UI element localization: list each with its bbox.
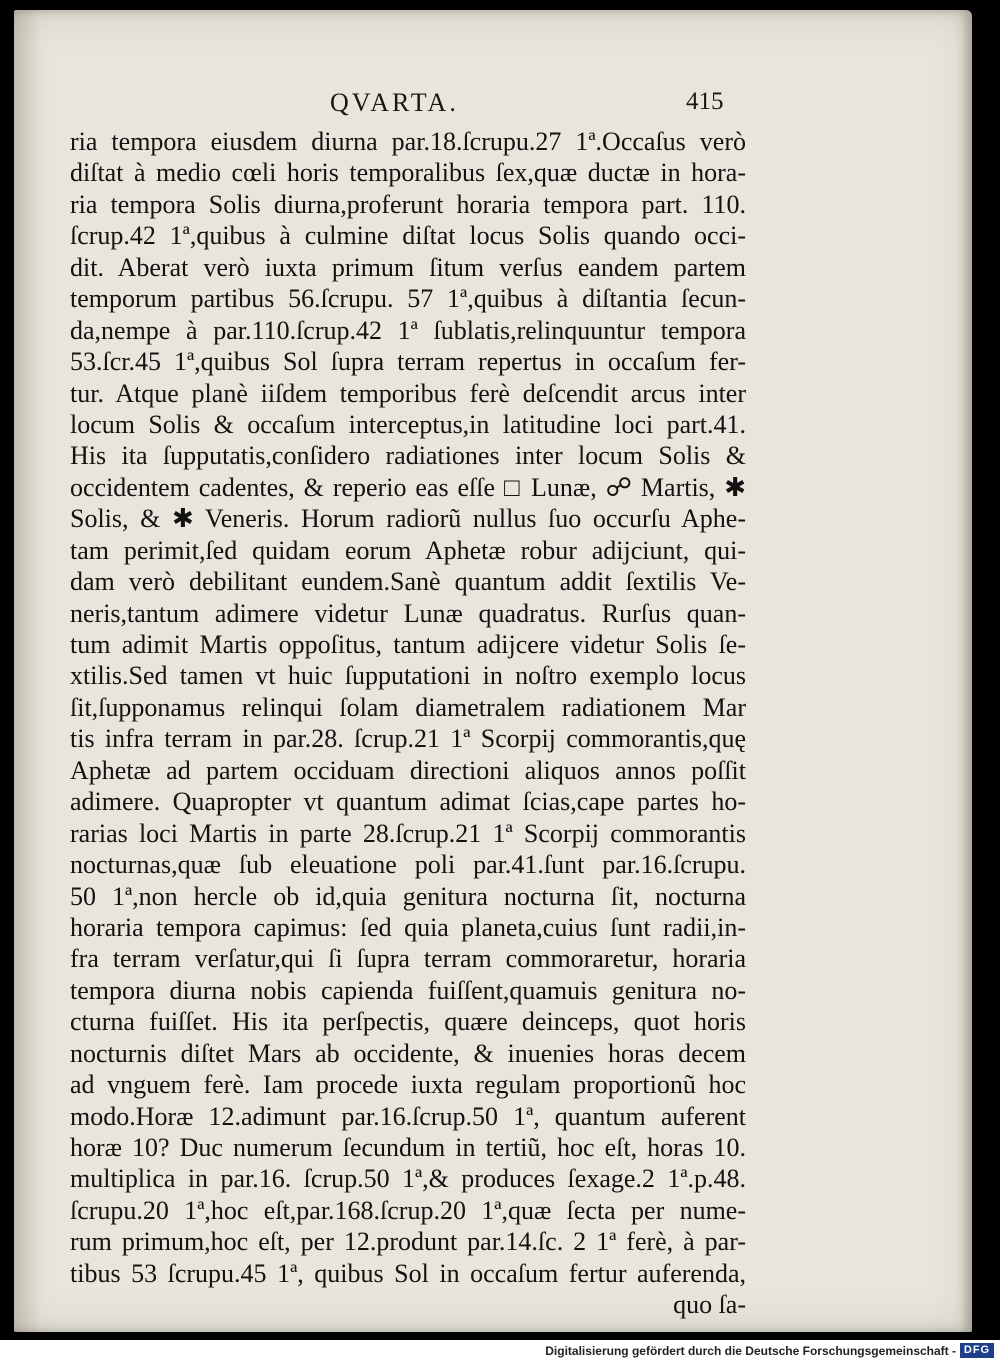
text-line: His ita ſupputatis,conſidero radiationes inter locum Solis & xyxy=(70,441,746,471)
text-line: tempora diurna nobis capienda fuiſſent,quamuis genitura no- xyxy=(70,975,746,1005)
text-line: ſcrupu.20 1ª,hoc eſt,par.168.ſcrup.20 1ª,quæ ſecta per nume- xyxy=(70,1195,746,1225)
text-line: Solis, & ✱ Veneris. Horum radiorũ nullus ſuo occurſu Aphe- xyxy=(70,504,746,534)
text-line: adimere. Quapropter vt quantum adimat ſcias,cape partes ho- xyxy=(70,787,746,817)
text-line: horaria tempora capimus: ſed quia planeta,cuius ſunt radii,in- xyxy=(70,912,746,942)
text-line: locum Solis & occaſum interceptus,in latitudine loci part.41. xyxy=(70,409,746,439)
text-line: tam perimit,ſed quidam eorum Aphetæ robur adijciunt, qui- xyxy=(70,535,746,565)
text-line: multiplica in par.16. ſcrup.50 1ª,& produces ſexage.2 1ª.p.48. xyxy=(70,1164,746,1194)
footer-strip xyxy=(0,1340,1000,1362)
catchword: quo ſa- xyxy=(673,1290,746,1320)
text-line: da,nempe à par.110.ſcrup.42 1ª ſublatis,relinquuntur tempora xyxy=(70,315,746,345)
text-line: cturna fuiſſet. His ita perſpectis, quære deinceps, quot horis xyxy=(70,1007,746,1037)
text-line: rum primum,hoc eſt, per 12.produnt par.14.ſc. 2 1ª ferè, à par- xyxy=(70,1227,746,1257)
text-line: nocturnis diſtet Mars ab occidente, & inuenies horas decem xyxy=(70,1038,746,1068)
text-line: dit. Aberat verò iuxta primum ſitum verſus eandem partem xyxy=(70,252,746,282)
text-line: fra terram verſatur,qui ſi ſupra terram commoraretur, horaria xyxy=(70,944,746,974)
page-number: 415 xyxy=(686,88,724,115)
text-line: diſtat à medio cœli horis temporalibus ſex,quæ ductæ in hora- xyxy=(70,158,746,188)
text-line: temporum partibus 56.ſcrupu. 57 1ª,quibus à diſtantia ſecun- xyxy=(70,284,746,314)
funding-credit: Digitalisierung gefördert durch die Deutsche Forschungsgemeinschaft - xyxy=(545,1344,956,1358)
book-page xyxy=(14,10,972,1332)
dfg-logo: DFG xyxy=(960,1343,994,1358)
text-line: nocturnas,quæ ſub eleuatione poli par.41.ſunt par.16.ſcrupu. xyxy=(70,850,746,880)
text-line: Aphetæ ad partem occiduam directioni aliquos annos poſſit xyxy=(70,755,746,785)
page-header xyxy=(14,88,972,128)
body-text xyxy=(70,126,746,1321)
text-line: ria tempora Solis diurna,proferunt horaria tempora part. 110. xyxy=(70,189,746,219)
text-line: occidentem cadentes, & reperio eas eſſe □ Lunæ, ☍ Martis, ✱ xyxy=(70,472,746,502)
text-line: dam verò debilitant eundem.Sanè quantum addit ſextilis Ve- xyxy=(70,567,746,597)
text-line: 50 1ª,non hercle ob id,quia genitura nocturna ſit, nocturna xyxy=(70,881,746,911)
text-line: tur. Atque planè iiſdem temporibus ferè deſcendit arcus inter xyxy=(70,378,746,408)
text-line: ad vnguem ferè. Iam procede iuxta regulam proportionũ hoc xyxy=(70,1070,746,1100)
text-line: tibus 53 ſcrupu.45 1ª, quibus Sol in occaſum fertur auferenda, xyxy=(70,1258,746,1288)
text-line: horæ 10? Duc numerum ſecundum in tertiũ, hoc eſt, horas 10. xyxy=(70,1133,746,1162)
running-head: QVARTA. xyxy=(330,88,459,117)
text-line: 53.ſcr.45 1ª,quibus Sol ſupra terram repertus in occaſum fer- xyxy=(70,347,746,377)
text-line: ſit,ſupponamus relinqui ſolam diametralem radiationem Mar xyxy=(70,692,746,722)
text-line: ria tempora eiusdem diurna par.18.ſcrupu.27 1ª.Occaſus verò xyxy=(70,127,746,156)
text-line: rarias loci Martis in parte 28.ſcrup.21 1ª Scorpij commorantis xyxy=(70,818,746,848)
text-line: modo.Horæ 12.adimunt par.16.ſcrup.50 1ª, quantum auferent xyxy=(70,1101,746,1131)
text-line: tis infra terram in par.28. ſcrup.21 1ª Scorpij commorantis,quę xyxy=(70,724,746,754)
text-line: tum adimit Martis oppoſitus, tantum adijcere videtur Solis ſe- xyxy=(70,630,746,659)
text-line: neris,tantum adimere videtur Lunæ quadratus. Rurſus quan- xyxy=(70,598,746,628)
text-line: xtilis.Sed tamen vt huic ſupputationi in noſtro exemplo locus xyxy=(70,661,746,691)
text-line: ſcrup.42 1ª,quibus à culmine diſtat locus Solis quando occi- xyxy=(70,221,746,251)
